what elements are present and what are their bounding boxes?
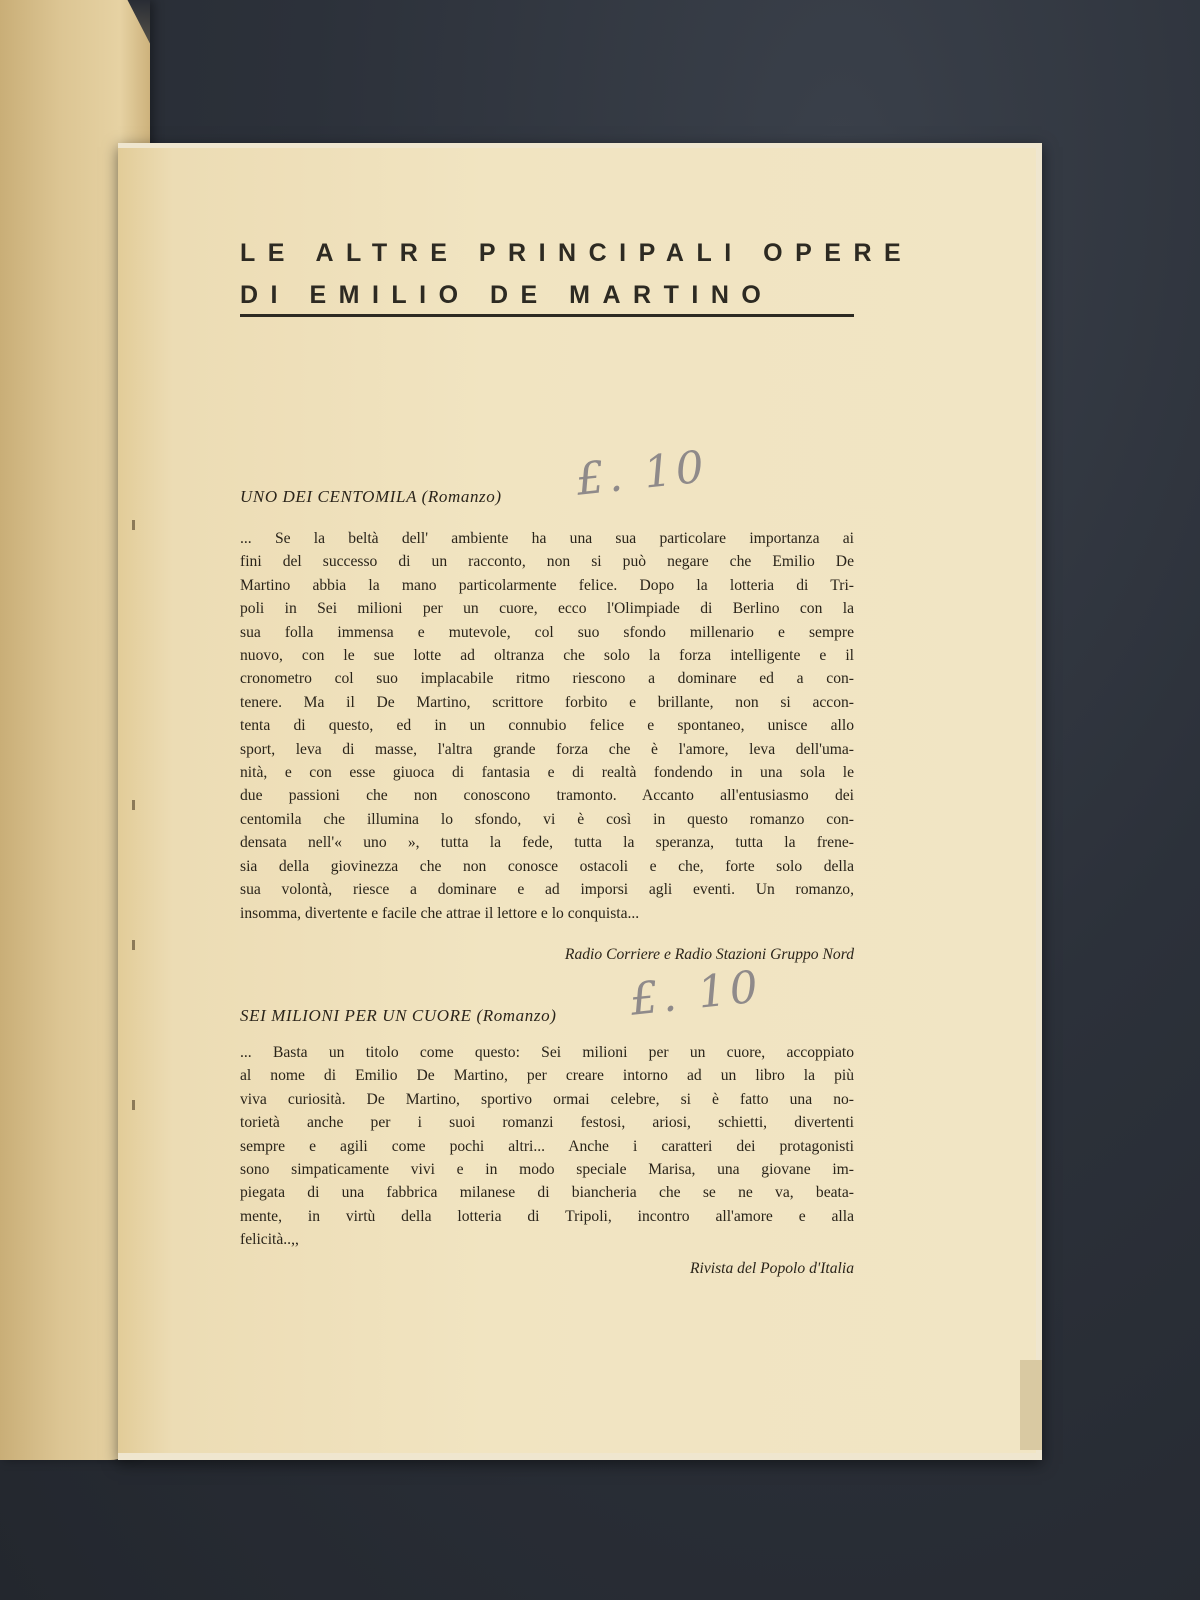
text-line: torietà anche per i suoi romanzi festosi, ariosi, schietti, divertenti [240, 1114, 854, 1132]
torn-page-edge [1020, 1360, 1042, 1450]
review-text-2 [240, 1041, 854, 1252]
text-line: poli in Sei milioni per un cuore, ecco l'Olimpiade di Berlino con la [240, 600, 854, 618]
text-line: tenta di questo, ed in un connubio felice e spontaneo, unisce allo [240, 717, 854, 735]
text-line: densata nell'« uno », tutta la fede, tutta la speranza, tutta la frene- [240, 834, 854, 852]
review-source-1: Radio Corriere e Radio Stazioni Gruppo Nord [564, 946, 854, 963]
heading-line-1: LE ALTRE PRINCIPALI OPERE [240, 239, 914, 267]
spine-stitch [132, 800, 135, 810]
spine-stitch [132, 940, 135, 950]
text-line: sport, leva di masse, l'altra grande forza che è l'amore, leva dell'uma- [240, 740, 854, 758]
text-line: nità, e con esse giuoca di fantasia e di realtà fondendo in una sola le [240, 764, 854, 782]
text-line: ... Basta un titolo come questo: Sei milioni per un cuore, accoppiato [240, 1044, 854, 1061]
handwritten-price-2: £. 10 [627, 961, 765, 1026]
text-line: mente, in virtù della lotteria di Tripoli, incontro all'amore e alla [240, 1207, 854, 1225]
work-title-2 [240, 1006, 556, 1026]
text-line: viva curiosità. De Martino, sportivo ormai celebre, si è fatto una no- [240, 1090, 854, 1108]
text-line: cronometro col suo implacabile ritmo riescono a dominare ed a con- [240, 670, 854, 688]
spine-stitch [132, 520, 135, 530]
text-line: sua volontà, riesce a dominare e ad imporsi agli eventi. Un romanzo, [240, 881, 854, 899]
heading-underline [240, 314, 854, 317]
text-line: sono simpaticamente vivi e in modo speciale Marisa, una giovane im- [240, 1161, 854, 1179]
handwritten-price-1: £. 10 [573, 441, 711, 506]
spine-stitch [132, 1100, 135, 1110]
text-line: due passioni che non conoscono tramonto. Accanto all'entusiasmo dei [240, 787, 854, 805]
text-line: Martino abbia la mano particolarmente felice. Dopo la lotteria di Tri- [240, 576, 854, 594]
work-genre: (Romanzo) [476, 1006, 557, 1025]
work-title-1 [240, 487, 502, 507]
text-line: al nome di Emilio De Martino, per creare intorno ad un libro la più [240, 1067, 854, 1085]
text-line: sia della giovinezza che non conosce ostacoli e che, forte solo della [240, 857, 854, 875]
work-title-text: SEI MILIONI PER UN CUORE [240, 1006, 472, 1025]
text-line: fini del successo di un racconto, non si può negare che Emilio De [240, 553, 854, 571]
review-source-2: Rivista del Popolo d'Italia [689, 1260, 854, 1277]
text-line: nuovo, con le sue lotte ad oltranza che solo la forza intelligente e il [240, 647, 854, 665]
text-line: sua folla immensa e mutevole, col suo sfondo millenario e sempre [240, 623, 854, 641]
text-line: felicità..,, [240, 1231, 299, 1249]
work-genre: (Romanzo) [421, 487, 502, 506]
heading-line-2: DI EMILIO DE MARTINO [240, 281, 774, 309]
text-line: piegata di una fabbrica milanese di biancheria che se ne va, beata- [240, 1184, 854, 1202]
text-line: sempre e agili come pochi altri... Anche i caratteri dei protagonisti [240, 1137, 854, 1155]
page-heading [240, 232, 914, 316]
text-line: ... Se la beltà dell' ambiente ha una sua particolare importanza ai [240, 530, 854, 547]
work-title-text: UNO DEI CENTOMILA [240, 487, 417, 506]
text-line: insomma, divertente e facile che attrae il lettore e lo conquista... [240, 904, 640, 922]
text-line: tenere. Ma il De Martino, scrittore forbito e brillante, non si accon- [240, 693, 854, 711]
review-text-1 [240, 527, 854, 925]
text-line: centomila che illumina lo sfondo, vi è così in questo romanzo con- [240, 810, 854, 828]
